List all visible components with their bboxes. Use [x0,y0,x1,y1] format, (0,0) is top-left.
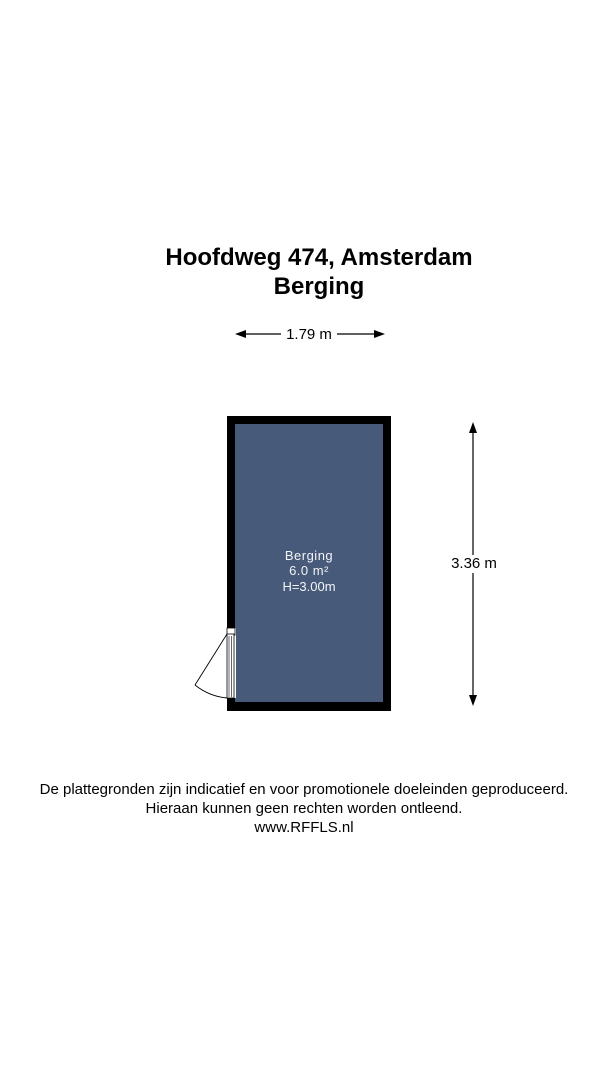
room-area: 6.0 m² [289,563,329,578]
title-address: Hoofdweg 474, Amsterdam [165,244,473,271]
height-label: 3.36 m [444,555,504,573]
door [195,628,236,698]
website-link[interactable]: www.RFFLS.nl [254,819,354,836]
disclaimer-line-1: De plattegronden zijn indicatief en voor promotionele doeleinden geproduceerd. [39,781,569,798]
title-floor: Berging [273,273,365,300]
room-ceiling-height: H=3.00m [282,579,336,594]
room-name: Berging [284,548,334,563]
disclaimer-line-2: Hieraan kunnen geen rechten worden ontleend. [145,800,463,817]
width-label: 1.79 m [281,326,337,344]
